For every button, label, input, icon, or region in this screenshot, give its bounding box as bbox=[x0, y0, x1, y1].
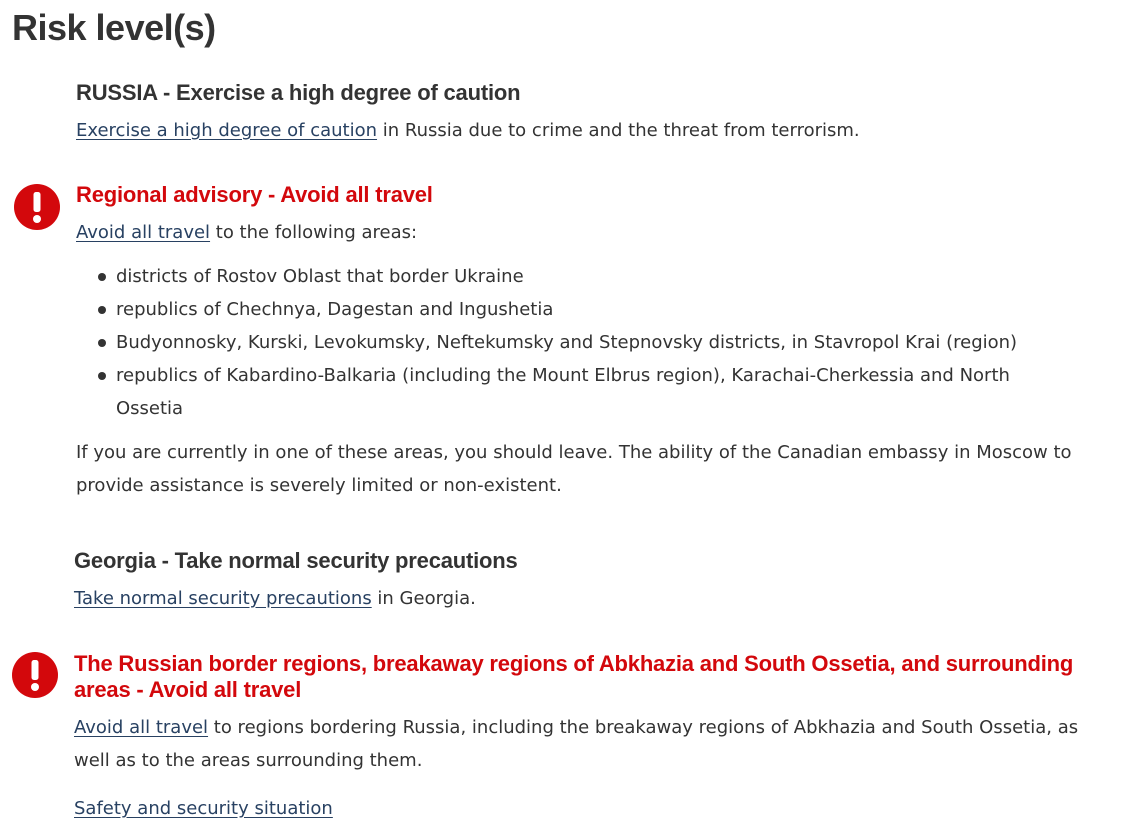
avoid-all-travel-link[interactable]: Avoid all travel bbox=[74, 717, 209, 738]
list-item-text: republics of Chechnya, Dagestan and Ingushetia bbox=[116, 299, 554, 320]
russia-regional-note: If you are currently in one of these areas, you should leave. The ability of the Canadian embassy in Moscow to provide assistance is severely limited or non-existent. bbox=[76, 442, 1072, 496]
exclamation-icon bbox=[12, 652, 58, 698]
bullet bbox=[98, 306, 106, 314]
georgia-advisory-text bbox=[74, 582, 1084, 615]
russia-regional-intro-body: to the following areas: bbox=[210, 222, 418, 243]
georgia-advisory-body: in Georgia. bbox=[371, 588, 476, 609]
russia-regional-heading: Regional advisory - Avoid all travel bbox=[76, 182, 433, 207]
list-item bbox=[76, 260, 1086, 293]
bullet bbox=[98, 273, 106, 281]
take-normal-precautions-link[interactable]: Take normal security precautions bbox=[74, 588, 372, 609]
list-item bbox=[76, 293, 1086, 326]
avoid-all-travel-link[interactable]: Avoid all travel bbox=[76, 222, 211, 243]
page-title: Risk level(s) bbox=[12, 7, 216, 48]
list-item-text: districts of Rostov Oblast that border Ukraine bbox=[116, 266, 524, 287]
russia-regional-advisory bbox=[76, 182, 1086, 502]
russia-advisory-heading: RUSSIA - Exercise a high degree of caution bbox=[76, 80, 521, 105]
russia-advisory bbox=[76, 80, 1086, 147]
safety-and-security-link[interactable]: Safety and security situation bbox=[74, 798, 333, 819]
list-item bbox=[76, 326, 1086, 359]
list-item-text: republics of Kabardino-Balkaria (including the Mount Elbrus region), Karachai-Cherkessia and North Ossetia bbox=[116, 365, 1010, 419]
exclamation-icon bbox=[14, 184, 60, 230]
exercise-high-caution-link[interactable]: Exercise a high degree of caution bbox=[76, 120, 378, 141]
georgia-advisory-heading: Georgia - Take normal security precautions bbox=[74, 548, 518, 573]
georgia-advisory bbox=[74, 548, 1084, 615]
georgia-regional-heading: The Russian border regions, breakaway regions of Abkhazia and South Ossetia, and surrounding areas - Avoid all travel bbox=[74, 651, 1074, 702]
russia-advisory-body: in Russia due to crime and the threat from terrorism. bbox=[377, 120, 860, 141]
russia-advisory-text bbox=[76, 114, 1086, 147]
georgia-regional-body: to regions bordering Russia, including the breakaway regions of Abkhazia and South Ossetia, as well as to the areas surrounding them. bbox=[74, 717, 1079, 771]
georgia-regional-advisory bbox=[74, 651, 1104, 777]
georgia-regional-text bbox=[74, 711, 1089, 777]
restricted-areas-list bbox=[76, 260, 1086, 425]
bullet bbox=[98, 339, 106, 347]
list-item bbox=[76, 359, 1056, 425]
bullet bbox=[98, 372, 106, 380]
list-item-text: Budyonnosky, Kurski, Levokumsky, Neftekumsky and Stepnovsky districts, in Stavropol Krai (region) bbox=[116, 332, 1018, 353]
russia-regional-intro bbox=[76, 216, 1086, 249]
